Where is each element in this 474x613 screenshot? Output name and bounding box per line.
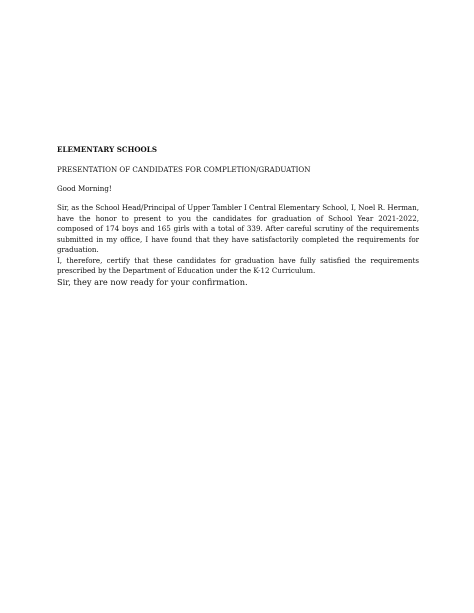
presentation-paragraph: Sir, as the School Head/Principal of Upper Tambler I Central Elementary School, I, Noel R. Herman, have the honor to present to you the candidates for graduation of School Year 2021-2022, composed of 174 boys and 165 girls with a total of 339. After careful scrutiny of the requirements submitted in my office, I have found that they have satisfactorily completed the requirements for graduation. [57,203,419,254]
document-title: PRESENTATION OF CANDIDATES FOR COMPLETION/GRADUATION [57,165,311,174]
greeting-line: Good Morning! [57,184,112,193]
document-body [57,145,419,288]
certification-paragraph: I, therefore, certify that these candidates for graduation have fully satisfied the requirements prescribed by the Department of Education under the K-12 Curriculum. [57,255,419,275]
closing-line: Sir, they are now ready for your confirmation. [57,276,248,287]
section-heading: ELEMENTARY SCHOOLS [57,145,157,154]
